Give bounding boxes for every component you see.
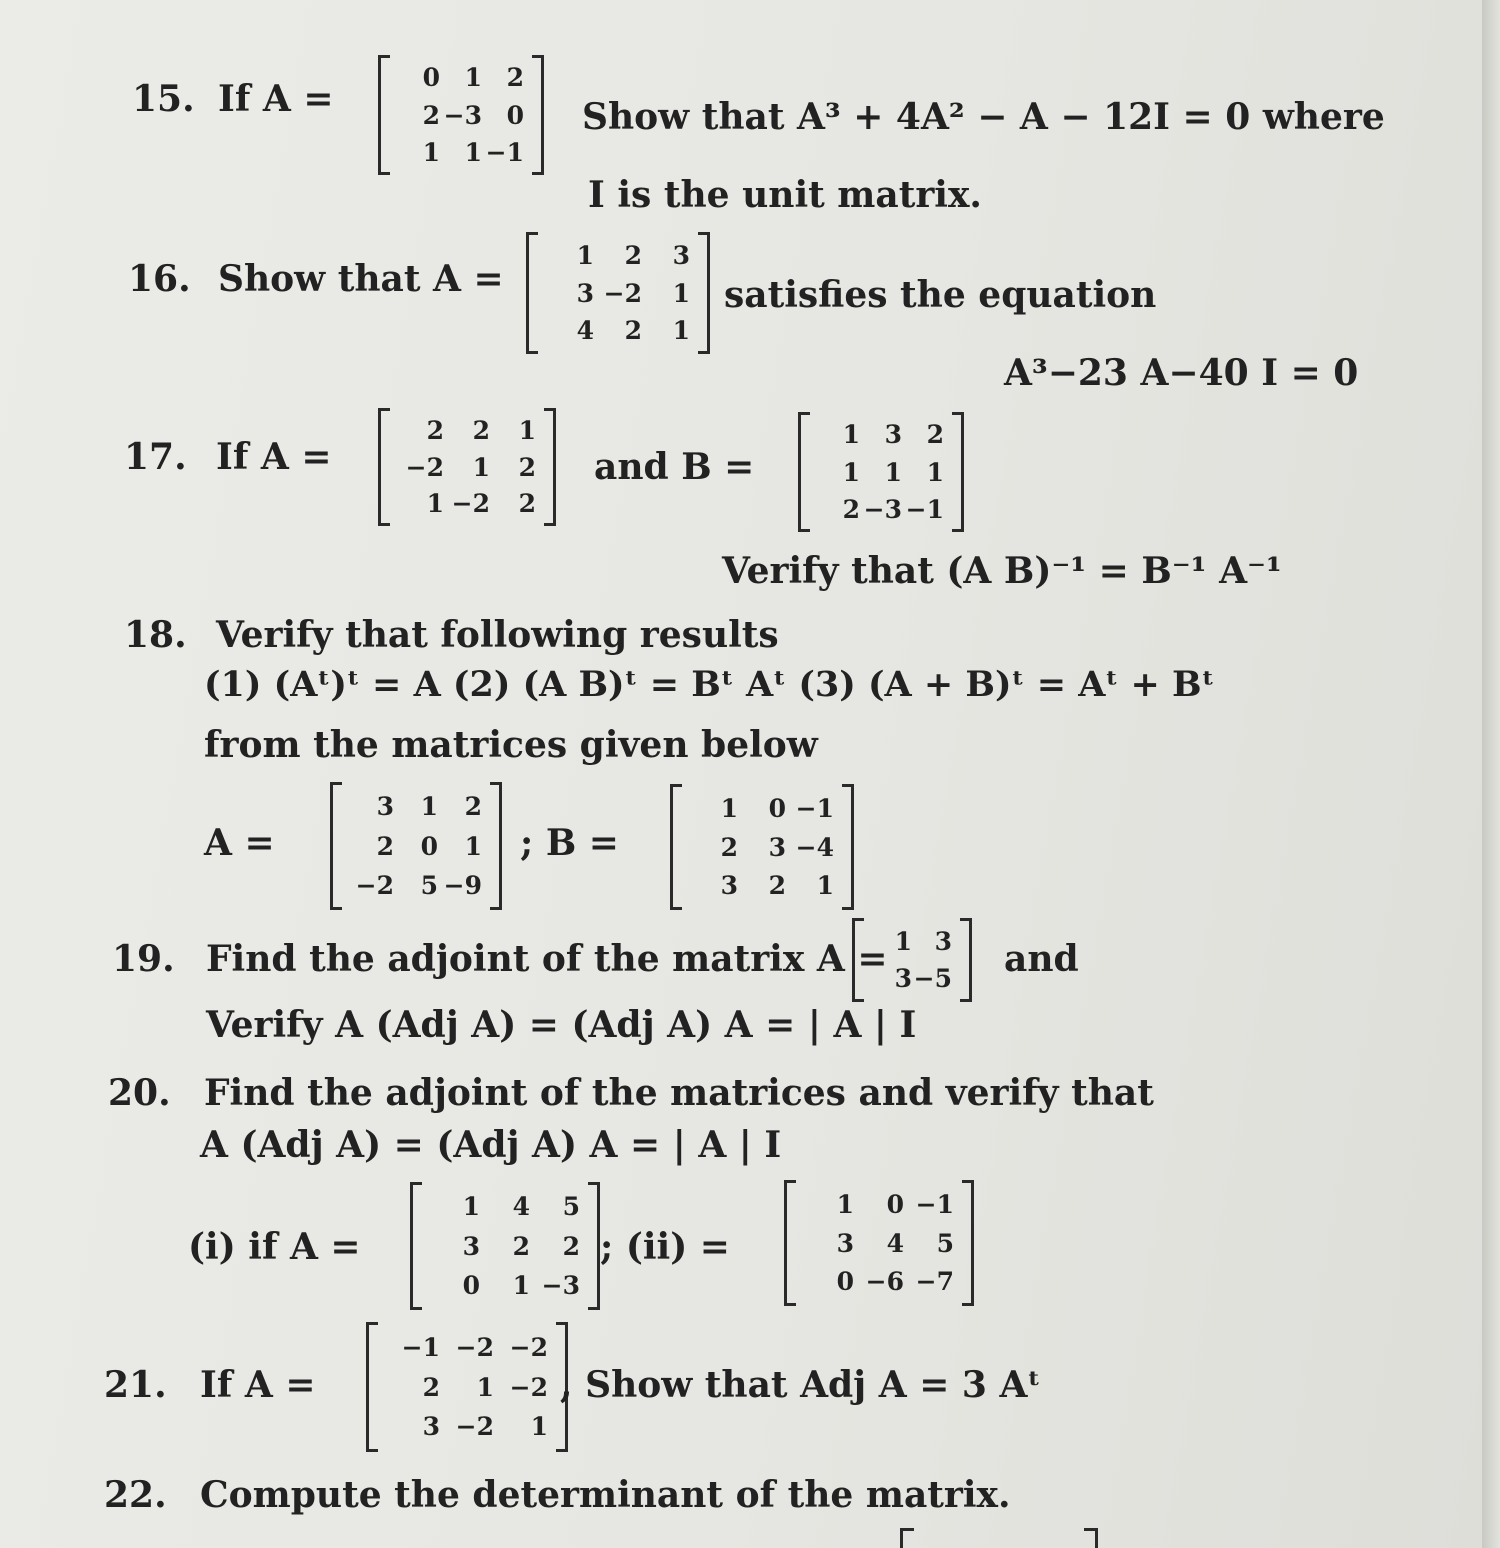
q17-verify: Verify that (A B)⁻¹ = B⁻¹ A⁻¹ xyxy=(722,550,1282,592)
q22-number: 22. xyxy=(104,1474,167,1516)
matrix-cell: 1 xyxy=(464,831,482,861)
matrix-cell: 0 xyxy=(506,100,524,130)
matrix-cell: −1 xyxy=(401,1332,440,1362)
q20-identity: A (Adj A) = (Adj A) A = | A | I xyxy=(200,1124,782,1166)
matrix-left-bracket xyxy=(784,1180,796,1306)
matrix-cell: 1 xyxy=(476,1372,494,1402)
matrix-cell: 1 xyxy=(720,793,738,823)
matrix-cell: 3 xyxy=(836,1228,854,1258)
matrix-cell: 5 xyxy=(936,1228,954,1258)
matrix-cell: 1 xyxy=(462,1192,480,1222)
matrix-cell: 2 xyxy=(518,452,536,482)
matrix-cell: 1 xyxy=(576,240,594,270)
matrix-cell: 3 xyxy=(720,871,738,901)
matrix-cell: 1 xyxy=(464,63,482,93)
matrix-cell: −9 xyxy=(443,870,482,900)
q18-number: 18. xyxy=(124,614,187,656)
matrix-cell: 2 xyxy=(422,100,440,130)
matrix-cell: 2 xyxy=(422,1372,440,1402)
matrix-left-bracket xyxy=(410,1182,422,1310)
matrix-cell: 4 xyxy=(512,1192,530,1222)
q22-matrix-left-bracket xyxy=(900,1528,914,1548)
q18-matrix-b xyxy=(670,784,854,910)
matrix-cell: 1 xyxy=(512,1270,530,1300)
matrix-right-bracket xyxy=(588,1182,600,1310)
q15-number: 15. xyxy=(132,78,195,120)
matrix-cell: 0 xyxy=(420,831,438,861)
matrix-cell: 2 xyxy=(472,415,490,445)
q19-verify: Verify A (Adj A) = (Adj A) A = | A | I xyxy=(206,1004,917,1046)
q18-title: Verify that following results xyxy=(216,614,779,656)
matrix-cell: −2 xyxy=(355,870,394,900)
matrix-cell: 0 xyxy=(836,1267,854,1297)
matrix-cell: 2 xyxy=(426,415,444,445)
matrix-cell: −2 xyxy=(455,1412,494,1442)
q16-matrix xyxy=(526,232,710,354)
q21-matrix xyxy=(366,1322,568,1452)
matrix-cell: 2 xyxy=(376,831,394,861)
matrix-cell: −2 xyxy=(451,489,490,519)
matrix-cell: 0 xyxy=(768,793,786,823)
matrix-entries xyxy=(796,1180,962,1306)
matrix-cell: 1 xyxy=(420,792,438,822)
matrix-cell: −1 xyxy=(795,793,834,823)
matrix-cell: 5 xyxy=(562,1192,580,1222)
matrix-entries xyxy=(864,918,960,1002)
matrix-cell: 1 xyxy=(672,316,690,346)
matrix-cell: 1 xyxy=(426,489,444,519)
matrix-right-bracket xyxy=(544,408,556,526)
matrix-right-bracket xyxy=(698,232,710,354)
matrix-cell: −2 xyxy=(405,452,444,482)
q16-number: 16. xyxy=(128,258,191,300)
q20-label-ii: ; (ii) = xyxy=(600,1226,730,1268)
matrix-cell: 0 xyxy=(886,1189,904,1219)
q19-number: 19. xyxy=(112,938,175,980)
matrix-cell: 2 xyxy=(768,871,786,901)
page-edge xyxy=(1482,0,1500,1548)
matrix-cell: 1 xyxy=(472,452,490,482)
q20-matrix-ii xyxy=(784,1180,974,1306)
matrix-cell: 2 xyxy=(624,240,642,270)
matrix-entries xyxy=(390,408,544,526)
matrix-cell: 1 xyxy=(926,457,944,487)
q21-lead: If A = xyxy=(200,1364,316,1406)
matrix-cell: 2 xyxy=(506,63,524,93)
q19-matrix xyxy=(852,918,972,1002)
matrix-cell: 0 xyxy=(422,63,440,93)
matrix-cell: 2 xyxy=(464,792,482,822)
matrix-left-bracket xyxy=(378,408,390,526)
matrix-cell: 2 xyxy=(512,1231,530,1261)
matrix-cell: 1 xyxy=(422,137,440,167)
matrix-left-bracket xyxy=(670,784,682,910)
matrix-left-bracket xyxy=(378,55,390,175)
matrix-cell: 0 xyxy=(462,1270,480,1300)
matrix-cell: 2 xyxy=(562,1231,580,1261)
matrix-cell: −2 xyxy=(455,1332,494,1362)
q17-matrix-a xyxy=(378,408,556,526)
matrix-cell: 3 xyxy=(894,964,912,994)
matrix-cell: 1 xyxy=(518,415,536,445)
matrix-cell: −2 xyxy=(509,1372,548,1402)
q19-and: and xyxy=(1004,938,1079,980)
q22-title: Compute the determinant of the matrix. xyxy=(200,1474,1011,1516)
matrix-cell: 2 xyxy=(926,420,944,450)
matrix-right-bracket xyxy=(952,412,964,532)
q20-matrix-i xyxy=(410,1182,600,1310)
q16-statement: satisfies the equation xyxy=(724,274,1157,316)
matrix-left-bracket xyxy=(852,918,864,1002)
matrix-cell: −3 xyxy=(863,494,902,524)
matrix-cell: 1 xyxy=(530,1412,548,1442)
q16-equation: A³−23 A−40 I = 0 xyxy=(1004,352,1359,394)
matrix-cell: −1 xyxy=(915,1189,954,1219)
matrix-cell: 3 xyxy=(376,792,394,822)
matrix-entries xyxy=(342,782,490,910)
matrix-cell: 1 xyxy=(842,420,860,450)
matrix-cell: 3 xyxy=(576,278,594,308)
q17-mid: and B = xyxy=(594,446,755,488)
matrix-cell: 2 xyxy=(842,494,860,524)
matrix-left-bracket xyxy=(330,782,342,910)
matrix-cell: −2 xyxy=(509,1332,548,1362)
q18-label-a: A = xyxy=(204,822,275,864)
q15-matrix xyxy=(378,55,544,175)
q15-statement: Show that A³ + 4A² − A − 12I = 0 where xyxy=(582,96,1385,138)
q21-statement: , Show that Adj A = 3 Aᵗ xyxy=(560,1364,1041,1406)
matrix-right-bracket xyxy=(490,782,502,910)
matrix-cell: −1 xyxy=(485,137,524,167)
q15-lead: If A = xyxy=(218,78,334,120)
matrix-cell: 1 xyxy=(842,457,860,487)
matrix-left-bracket xyxy=(526,232,538,354)
matrix-cell: −2 xyxy=(603,278,642,308)
matrix-cell: 2 xyxy=(518,489,536,519)
matrix-cell: 1 xyxy=(836,1189,854,1219)
matrix-entries xyxy=(682,784,842,910)
matrix-entries xyxy=(378,1322,556,1452)
matrix-cell: 2 xyxy=(624,316,642,346)
matrix-cell: 4 xyxy=(886,1228,904,1258)
matrix-entries xyxy=(538,232,698,354)
matrix-cell: −3 xyxy=(443,100,482,130)
matrix-cell: 1 xyxy=(464,137,482,167)
matrix-right-bracket xyxy=(960,918,972,1002)
q18-from: from the matrices given below xyxy=(204,724,818,766)
matrix-cell: −3 xyxy=(541,1270,580,1300)
matrix-entries xyxy=(422,1182,588,1310)
matrix-entries xyxy=(810,412,952,532)
q15-line2: I is the unit matrix. xyxy=(588,174,982,216)
matrix-cell: −1 xyxy=(905,494,944,524)
q18-matrix-a xyxy=(330,782,502,910)
matrix-right-bracket xyxy=(532,55,544,175)
q20-number: 20. xyxy=(108,1072,171,1114)
q17-number: 17. xyxy=(124,436,187,478)
matrix-cell: 5 xyxy=(420,870,438,900)
q22-matrix-right-bracket xyxy=(1084,1528,1098,1548)
q18-label-b: ; B = xyxy=(520,822,619,864)
matrix-cell: 3 xyxy=(934,926,952,956)
matrix-left-bracket xyxy=(798,412,810,532)
matrix-right-bracket xyxy=(842,784,854,910)
q16-lead: Show that A = xyxy=(218,258,504,300)
matrix-cell: 3 xyxy=(672,240,690,270)
matrix-cell: 1 xyxy=(894,926,912,956)
matrix-cell: 1 xyxy=(816,871,834,901)
q17-lead: If A = xyxy=(216,436,332,478)
matrix-cell: 4 xyxy=(576,316,594,346)
matrix-cell: 3 xyxy=(462,1231,480,1261)
matrix-cell: 1 xyxy=(672,278,690,308)
matrix-cell: 3 xyxy=(884,420,902,450)
q20-label-i: (i) if A = xyxy=(188,1226,361,1268)
matrix-right-bracket xyxy=(962,1180,974,1306)
matrix-cell: 2 xyxy=(720,832,738,862)
matrix-entries xyxy=(390,55,532,175)
matrix-cell: −7 xyxy=(915,1267,954,1297)
matrix-cell: −6 xyxy=(865,1267,904,1297)
q18-results: (1) (Aᵗ)ᵗ = A (2) (A B)ᵗ = Bᵗ Aᵗ (3) (A + B)ᵗ = Aᵗ + Bᵗ xyxy=(204,664,1215,705)
matrix-cell: −4 xyxy=(795,832,834,862)
q19-lead: Find the adjoint of the matrix A = xyxy=(206,938,888,980)
q17-matrix-b xyxy=(798,412,964,532)
matrix-cell: 3 xyxy=(422,1412,440,1442)
q21-number: 21. xyxy=(104,1364,167,1406)
matrix-left-bracket xyxy=(366,1322,378,1452)
matrix-cell: 1 xyxy=(884,457,902,487)
q20-title: Find the adjoint of the matrices and verify that xyxy=(204,1072,1154,1114)
matrix-cell: 3 xyxy=(768,832,786,862)
matrix-cell: −5 xyxy=(913,964,952,994)
